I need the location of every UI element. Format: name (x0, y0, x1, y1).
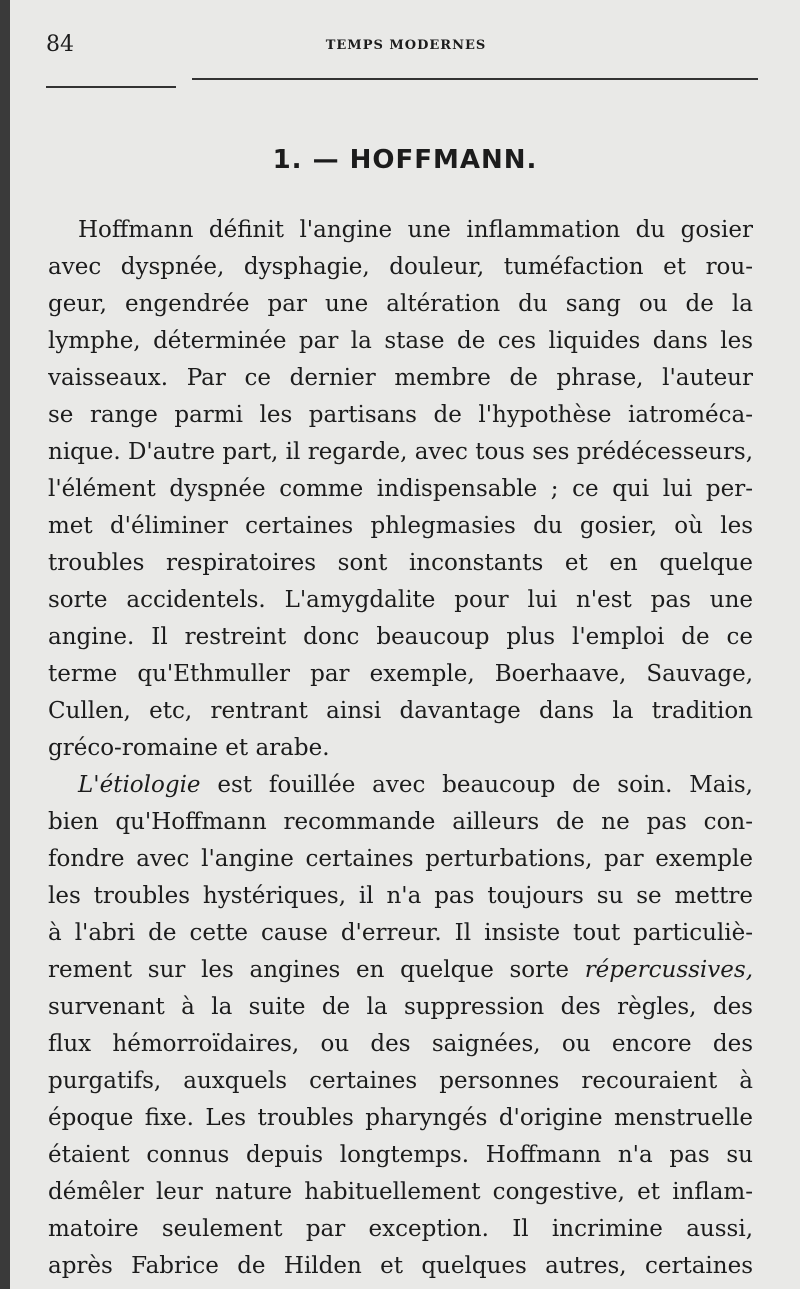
section-title: 1. — HOFFMANN. (272, 145, 538, 175)
body-text (48, 212, 753, 1285)
text-line: sorte accidentels. L'amygdalite pour lui n'est pas une (48, 587, 753, 613)
text-line: après Fabrice de Hilden et quelques autres, certaines (48, 1253, 753, 1279)
page-number: 84 (46, 32, 74, 57)
text-line: angine. Il restreint donc beaucoup plus l'emploi de ce (48, 624, 753, 650)
header-rule-left (46, 86, 176, 88)
text-line: se range parmi les partisans de l'hypothèse iatroméca- (48, 402, 753, 428)
text-line-etiologie (48, 767, 753, 804)
text-line: gréco-romaine et arabe. (48, 735, 330, 761)
text-line: à l'abri de cette cause d'erreur. Il insiste tout particuliè- (48, 920, 753, 946)
text-line: nique. D'autre part, il regarde, avec tous ses prédécesseurs, (48, 439, 753, 465)
text-line: geur, engendrée par une altération du sang ou de la (48, 291, 753, 317)
text-line: démêler leur nature habituellement congestive, et inflam- (48, 1179, 753, 1205)
page-header (46, 32, 766, 62)
text-line: avec dyspnée, dysphagie, douleur, tuméfaction et rou- (48, 254, 753, 280)
text-line: met d'éliminer certaines phlegmasies du gosier, où les (48, 513, 753, 539)
text-segment: rement sur les angines en quelque sorte (48, 957, 585, 983)
text-line: Cullen, etc, rentrant ainsi davantage dans la tradition (48, 698, 753, 724)
text-line: bien qu'Hoffmann recommande ailleurs de ne pas con- (48, 809, 753, 835)
text-segment: est fouillée avec beaucoup de soin. Mais, (200, 772, 753, 798)
text-line: Hoffmann définit l'angine une inflammation du gosier (78, 217, 753, 243)
italic-term-etiologie: L'étiologie (78, 772, 201, 798)
text-line-repercussives (48, 952, 753, 989)
text-line: survenant à la suite de la suppression des règles, des (48, 994, 753, 1020)
text-line: époque fixe. Les troubles pharyngés d'origine menstruelle (48, 1105, 753, 1131)
text-line: vaisseaux. Par ce dernier membre de phrase, l'auteur (48, 365, 753, 391)
running-head: TEMPS MODERNES (325, 38, 487, 53)
text-line: les troubles hystériques, il n'a pas toujours su se mettre (48, 883, 753, 909)
text-line: fondre avec l'angine certaines perturbations, par exemple (48, 846, 753, 872)
text-line: terme qu'Ethmuller par exemple, Boerhaave, Sauvage, (48, 661, 753, 687)
header-rule-right (192, 78, 758, 80)
text-line: troubles respiratoires sont inconstants et en quelque (48, 550, 753, 576)
book-page (10, 0, 800, 1289)
text-line: flux hémorroïdaires, ou des saignées, ou encore des (48, 1031, 753, 1057)
text-line: matoire seulement par exception. Il incrimine aussi, (48, 1216, 753, 1242)
text-line: lymphe, déterminée par la stase de ces liquides dans les (48, 328, 753, 354)
text-line: étaient connus depuis longtemps. Hoffmann n'a pas su (48, 1142, 753, 1168)
text-line: l'élément dyspnée comme indispensable ; ce qui lui per- (48, 476, 753, 502)
text-line: purgatifs, auxquels certaines personnes recouraient à (48, 1068, 753, 1094)
italic-term-repercussives: répercussives, (584, 957, 753, 983)
